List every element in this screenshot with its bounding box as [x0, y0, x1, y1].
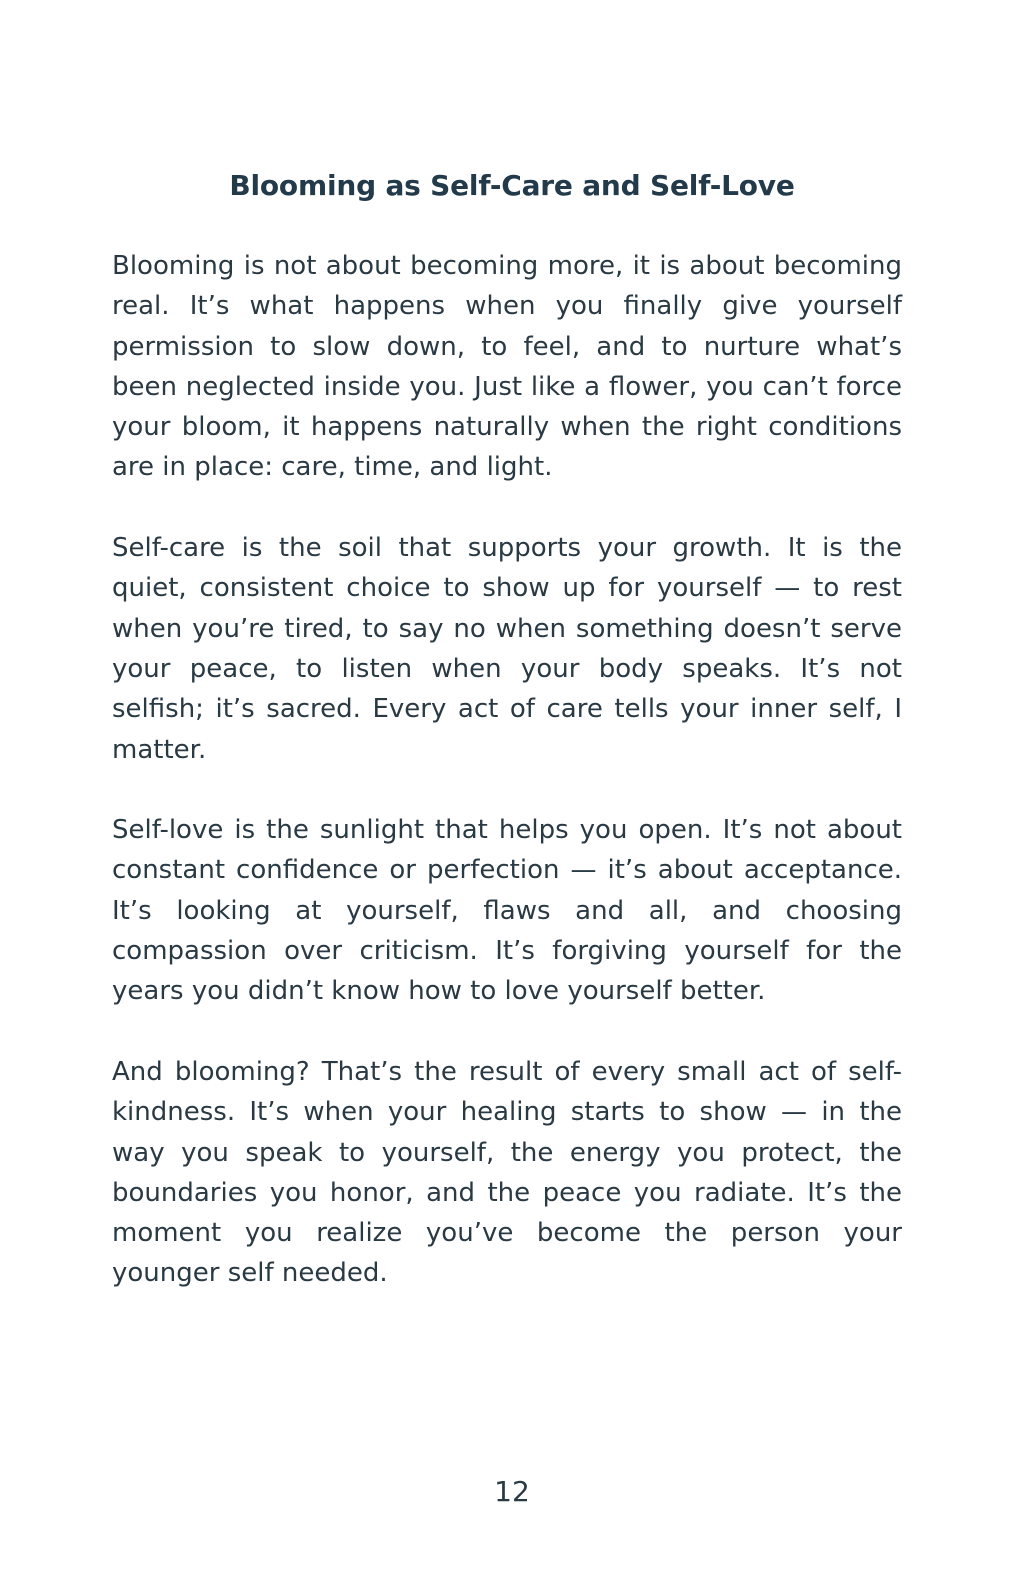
paragraph-3: Self-love is the sunlight that helps you open. It’s not about constant confidence or perfection — it’s about acceptance. It’s looking at yourself, flaws and all, and choosing compassion over criticism. It’s forgiving yourself for the years you didn’t know how to love yourself better.	[112, 815, 902, 1007]
paragraph-4: And blooming? That’s the result of every small act of self-kindness. It’s when your healing starts to show — in the way you speak to yourself, the energy you protect, the boundaries you honor, and the peace you radiate. It’s the moment you realize you’ve become the person your younger self needed.	[112, 1056, 902, 1289]
page-number: 12	[494, 1475, 530, 1508]
paragraph-1: Blooming is not about becoming more, it is about becoming real. It’s what happens when you finally give yourself permission to slow down, to feel, and to nurture what’s been neglected inside you. Just like a flower, you can’t force your bloom, it happens naturally when the right conditions are in place: care, time, and light.	[112, 251, 902, 483]
body-text	[112, 246, 902, 1294]
paragraph-2: Self-care is the soil that supports your growth. It is the quiet, consistent choice to show up for yourself — to rest when you’re tired, to say no when something doesn’t serve your peace, to listen when your body speaks. It’s not selfish; it’s sacred. Every act of care tells your inner self, I matter.	[112, 533, 902, 765]
page-title: Blooming as Self-Care and Self-Love	[229, 169, 795, 202]
